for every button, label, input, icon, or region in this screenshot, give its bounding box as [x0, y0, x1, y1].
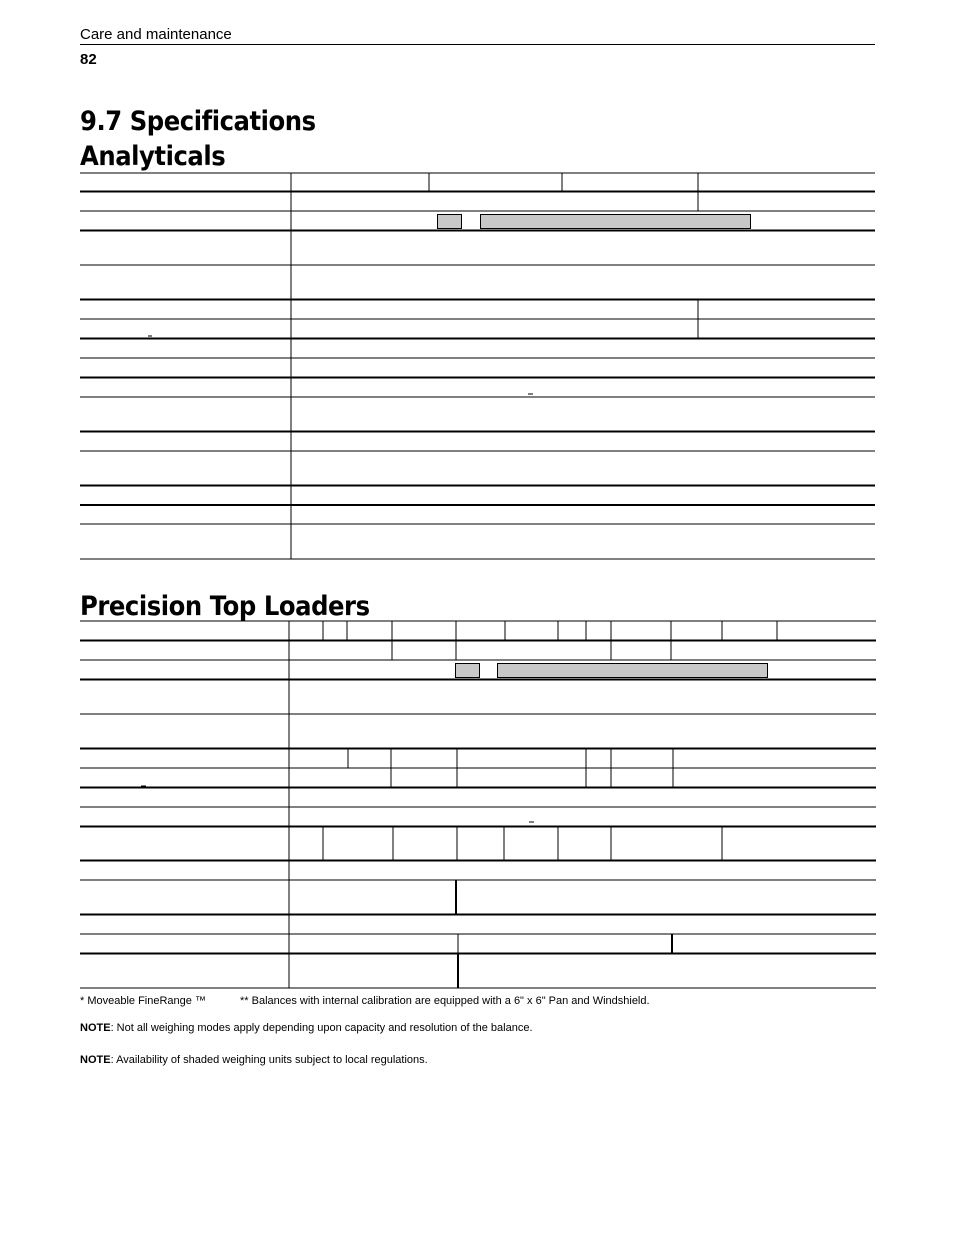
note-shaded-units: [80, 1054, 428, 1066]
footnote-pan-windshield: ** Balances with internal calibration are equipped with a 6" x 6" Pan and Windshield.: [240, 995, 650, 1007]
shaded-unit-cell: [498, 664, 768, 678]
page-number: 82: [80, 51, 97, 68]
note-text: : Not all weighing modes apply depending upon capacity and resolution of the balance.: [110, 1022, 533, 1034]
note-text: : Availability of shaded weighing units subject to local regulations.: [110, 1054, 428, 1066]
note-label: NOTE: [80, 1054, 111, 1066]
subheading-precision-top-loaders: Precision Top Loaders: [80, 591, 370, 622]
subheading-analyticals: Analyticals: [80, 141, 226, 172]
section-heading-specifications: 9.7 Specifications: [80, 106, 316, 137]
running-header-section: Care and maintenance: [80, 26, 232, 43]
note-weighing-modes: [80, 1022, 533, 1034]
footnote-finerange: * Moveable FineRange ™: [80, 995, 206, 1007]
shaded-unit-cell: [456, 664, 480, 678]
note-label: NOTE: [80, 1022, 111, 1034]
